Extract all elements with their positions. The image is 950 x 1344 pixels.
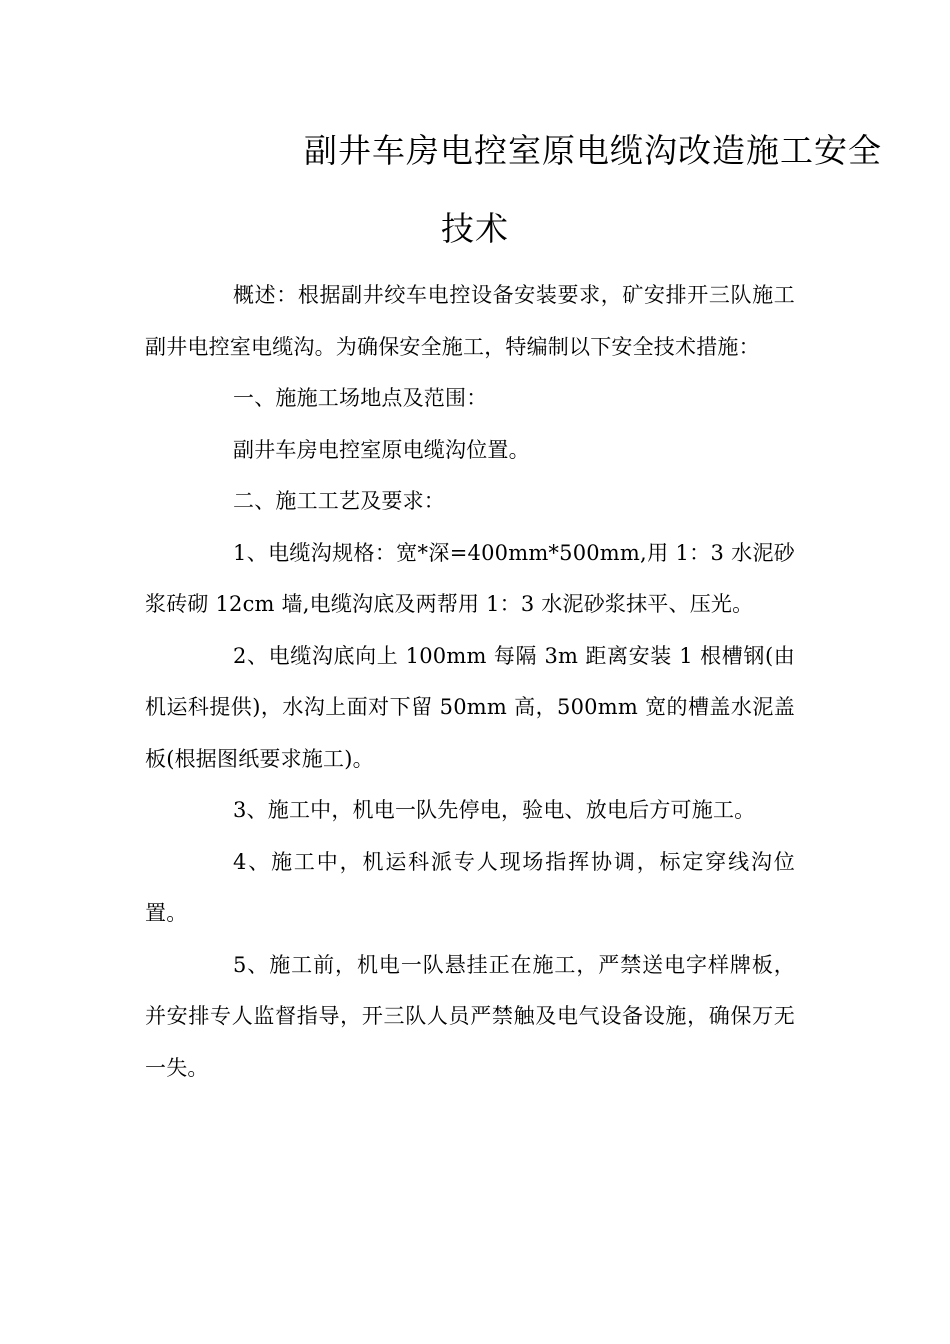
paragraph-item-4: 4、施工中，机运科派专人现场指挥协调，标定穿线沟位置。	[145, 849, 795, 925]
document-title	[144, 112, 882, 268]
paragraph-item-1: 1、电缆沟规格：宽*深=400mm*500mm,用 1：3 水泥砂浆砖砌 12cm 墙,电缆沟底及两帮用 1：3 水泥砂浆抹平、压光。	[145, 540, 795, 616]
paragraph-item-2: 2、电缆沟底向上 100mm 每隔 3m 距离安装 1 根槽钢(由机运科提供)，水沟上面对下留 50mm 高，500mm 宽的槽盖水泥盖板(根据图纸要求施工)。	[145, 643, 795, 771]
paragraph-item-5: 5、施工前，机电一队悬挂正在施工，严禁送电字样牌板，并安排专人监督指导，开三队人员严禁触及电气设备设施，确保万无一失。	[145, 952, 795, 1080]
paragraph-overview: 概述：根据副井绞车电控设备安装要求，矿安排开三队施工副井电控室电缆沟。为确保安全施工，特编制以下安全技术措施：	[145, 283, 795, 359]
paragraph-site-location: 副井车房电控室原电缆沟位置。	[233, 437, 530, 462]
section-heading-site: 一、施施工场地点及范围：	[233, 386, 488, 410]
paragraph-item-3: 3、施工中，机电一队先停电，验电、放电后方可施工。	[233, 798, 756, 822]
section-heading-process: 二、施工工艺及要求：	[233, 489, 445, 513]
title-line-2: 技术	[441, 209, 509, 248]
document-body	[145, 270, 795, 1094]
title-line-1: 副井车房电控室原电缆沟改造施工安全	[304, 131, 882, 170]
